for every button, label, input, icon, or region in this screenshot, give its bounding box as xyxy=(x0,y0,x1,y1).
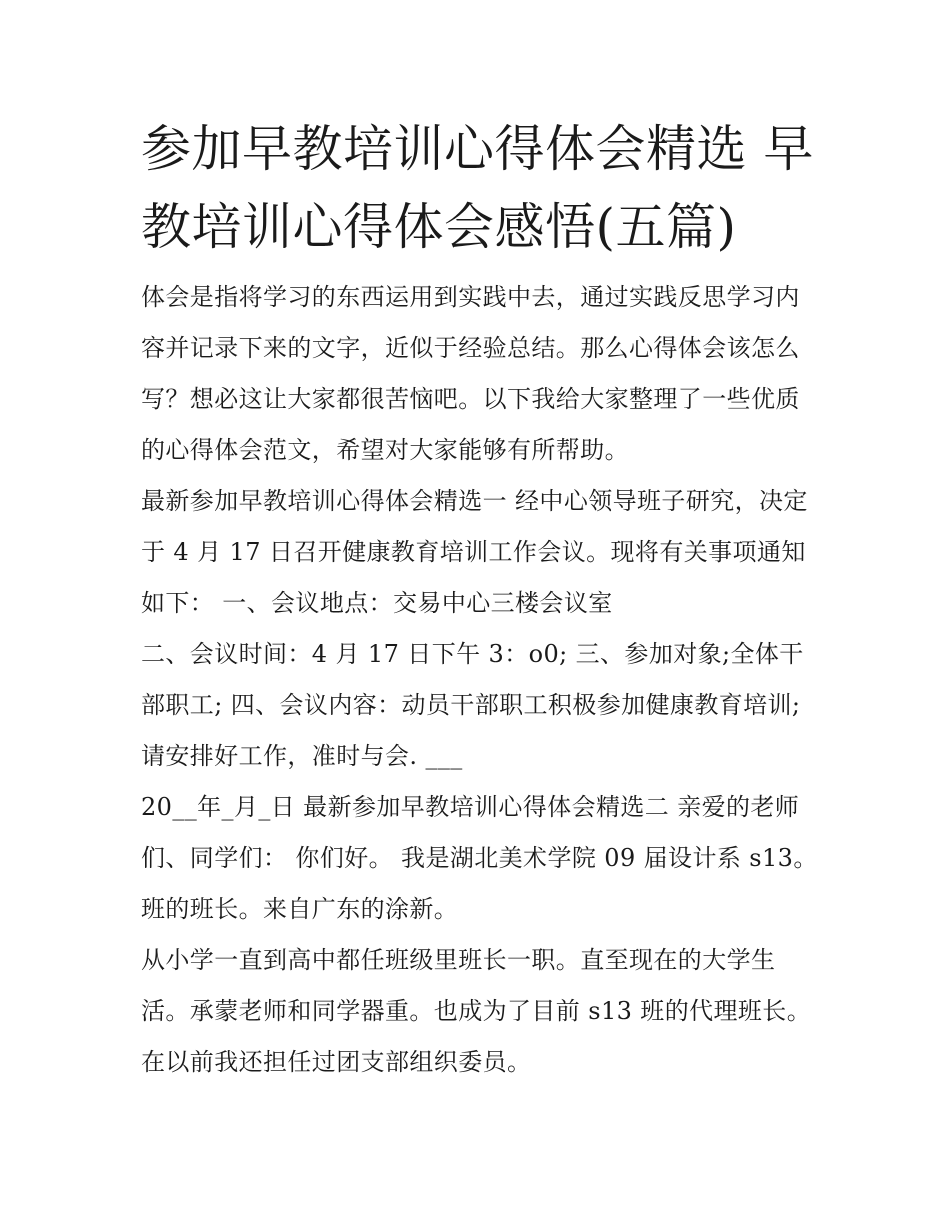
paragraph-intro: 体会是指将学习的东西运用到实践中去，通过实践反思学习内容并记录下来的文字，近似于经验总结。那么心得体会该怎么写？想必这让大家都很苦恼吧。以下我给大家整理了一些优质的心得体会范文，希望对大家能够有所帮助。 xyxy=(141,283,800,464)
paragraph-essay-one: 最新参加早教培训心得体会精选一 经中心领导班子研究，决定于 4 月 17 日召开健康教育培训工作会议。现将有关事项通知如下： 一、会议地点：交易中心三楼会议室 xyxy=(141,487,808,617)
paragraph-background: 从小学一直到高中都任班级里班长一职。直至现在的大学生活。承蒙老师和同学器重。也成为了目前 s13 班的代理班长。在以前我还担任过团支部组织委员。 xyxy=(141,946,812,1076)
paragraph-meeting-details: 二、会议时间：4 月 17 日下午 3：o0; 三、参加对象;全体干部职工; 四、会议内容：动员干部职工积极参加健康教育培训; 请安排好工作，准时与会. ___ xyxy=(141,640,804,770)
document-page xyxy=(141,110,821,1088)
paragraph-essay-two: 20__年_月_日 最新参加早教培训心得体会精选二 亲爱的老师们、同学们： 你们好。 我是湖北美术学院 09 届设计系 s13。班的班长。来自广东的涂新。 xyxy=(141,793,818,923)
document-title: 参加早教培训心得体会精选 早教培训心得体会感悟(五篇) xyxy=(141,120,814,256)
